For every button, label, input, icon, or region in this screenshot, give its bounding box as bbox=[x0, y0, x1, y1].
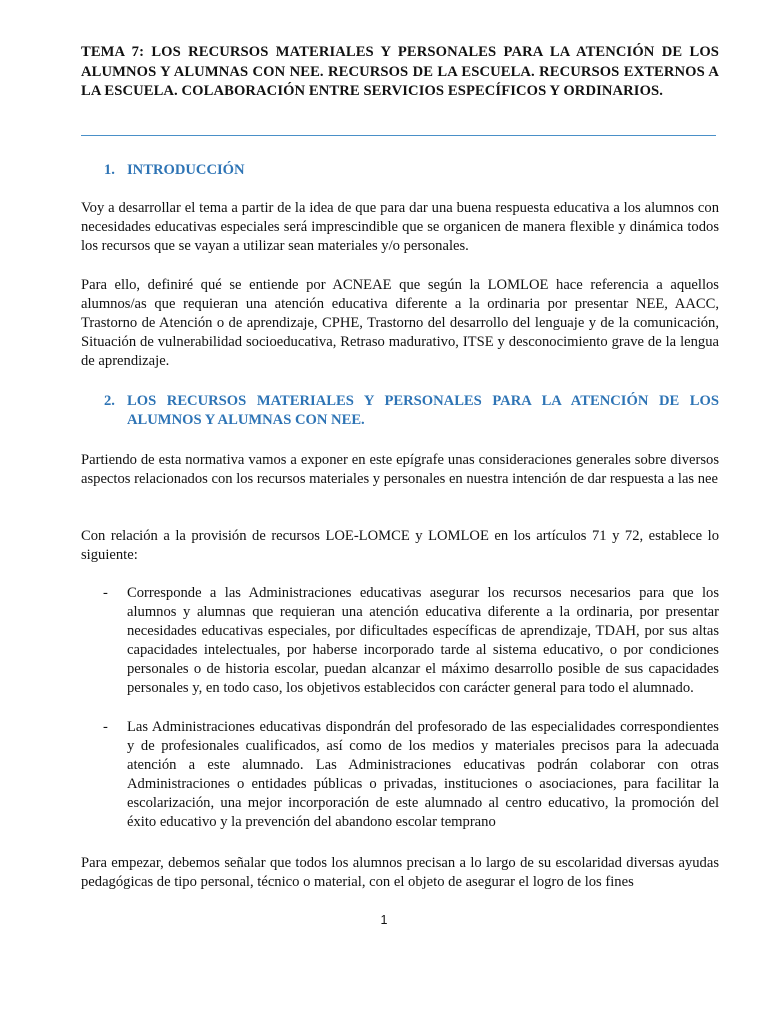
paragraph: Con relación a la provisión de recursos LOE-LOMCE y LOMLOE en los artículos 71 y 72, establece lo siguiente: bbox=[81, 528, 719, 563]
bullet-marker: - bbox=[103, 585, 108, 601]
paragraph: Partiendo de esta normativa vamos a exponer en este epígrafe unas consideraciones generales sobre diversos aspectos relacionados con los recursos materiales y personales en nuestra intención de dar respuesta a las nee bbox=[81, 452, 719, 487]
section-heading-recursos bbox=[104, 392, 719, 430]
title-divider bbox=[81, 135, 716, 136]
list-item: Las Administraciones educativas dispondrán del profesorado de las especialidades correspondientes y de profesionales cualificados, así como de los medios y materiales precisos para la adecuada atención a este alumnado. Las Administraciones educativas podrán colaborar con otras Administraciones o entidades públicas o privadas, instituciones o asociaciones, para facilitar la escolarización, una mejor incorporación de este alumnado al centro educativo, la promoción del éxito educativo y la prevención del abandono escolar temprano bbox=[127, 719, 719, 830]
paragraph: Para empezar, debemos señalar que todos los alumnos precisan a lo largo de su escolaridad diversas ayudas pedagógicas de tipo personal, técnico o material, con el objeto de asegurar el logro de los fines bbox=[81, 855, 719, 890]
section-number: 2. bbox=[104, 393, 115, 409]
paragraph: Para ello, definiré qué se entiende por ACNEAE que según la LOMLOE hace referencia a aquellos alumnos/as que requieran una atención educativa diferente a la ordinaria por presentar NEE, AACC, Trastorno de Atención o de aprendizaje, CPHE, Trastorno del desarrollo del lenguaje y de la comunicación, Situación de vulnerabilidad socioeducativa, Retraso madurativo, ITSE y desconocimiento grave de la lengua de aprendizaje. bbox=[81, 277, 719, 369]
paragraph: Voy a desarrollar el tema a partir de la idea de que para dar una buena respuesta educativa a los alumnos con necesidades educativas especiales será imprescindible que se organicen de manera flexible y dinámica todos los recursos que se vayan a utilizar sean materiales y/o personales. bbox=[81, 200, 719, 254]
section-heading-introduccion bbox=[104, 161, 719, 180]
section-title: LOS RECURSOS MATERIALES Y PERSONALES PARA LA ATENCIÓN DE LOS ALUMNOS Y ALUMNAS CON NEE. bbox=[127, 393, 719, 428]
bullet-marker: - bbox=[103, 719, 108, 735]
section-title: INTRODUCCIÓN bbox=[127, 162, 245, 178]
page-number: 1 bbox=[380, 913, 388, 927]
list-item: Corresponde a las Administraciones educativas asegurar los recursos necesarios para que los alumnos y alumnas que requieran una atención educativa diferente a la ordinaria, por presentar necesidades educativas especiales, por dificultades específicas de aprendizaje, TDAH, por sus altas capacidades intelectuales, por haberse incorporado tarde al sistema educativo, o por condiciones personales o de historia escolar, puedan alcanzar el máximo desarrollo posible de sus capacidades personales y, en todo caso, los objetivos establecidos con carácter general para todo el alumnado. bbox=[127, 585, 719, 696]
section-number: 1. bbox=[104, 162, 115, 178]
document-title: TEMA 7: LOS RECURSOS MATERIALES Y PERSONALES PARA LA ATENCIÓN DE LOS ALUMNOS Y ALUMNAS CON NEE. RECURSOS DE LA ESCUELA. RECURSOS EXTERNOS A LA ESCUELA. COLABORACIÓN ENTRE SERVICIOS ESPECÍFICOS Y ORDINARIOS. bbox=[81, 44, 719, 99]
